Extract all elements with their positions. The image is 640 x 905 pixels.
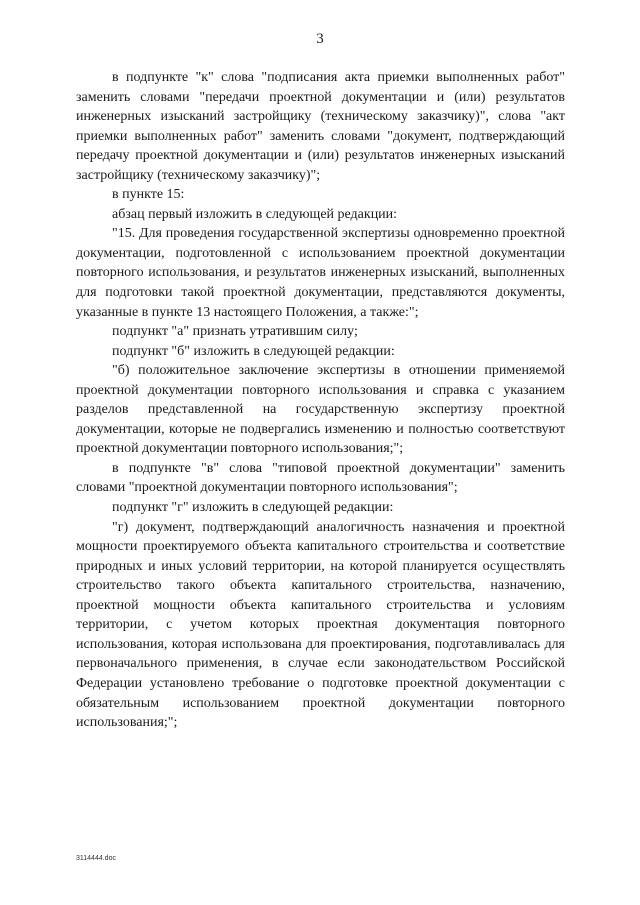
- paragraph: "б) положительное заключение экспертизы в отношении применяемой проектной документации повторного использования и справка с указанием разделов представленной на государственную экспертизу проектной документации, которые не подвергались изменению и полностью соответствуют проектной документации повторного использования;";: [76, 363, 565, 457]
- footer-file-code: 3114444.doc: [76, 855, 116, 862]
- paragraph: подпункт "б" изложить в следующей редакции:: [112, 343, 395, 359]
- paragraph: подпункт "г" изложить в следующей редакции:: [112, 500, 394, 516]
- page-number: 3: [316, 31, 324, 47]
- paragraph: в подпункте "к" слова "подписания акта приемки выполненных работ" заменить словами "передачи проектной документации и (или) результатов инженерных изысканий застройщику (техническому заказчику)", слова "акт приемки выполненных работ" заменить словами "документ, подтверждающий передачу проектной документации и (или) результатов инженерных изысканий застройщику (техническому заказчику)";: [76, 70, 565, 183]
- paragraph: подпункт "а" признать утратившим силу;: [112, 324, 358, 340]
- paragraph: абзац первый изложить в следующей редакции:: [112, 206, 398, 222]
- paragraph: в подпункте "в" слова "типовой проектной документации" заменить словами "проектной документации повторного использования";: [76, 460, 565, 496]
- paragraph: в пункте 15:: [112, 187, 185, 203]
- paragraph: "г) документ, подтверждающий аналогичность назначения и проектной мощности проектируемого объекта капитального строительства и соответствие природных и иных условий территории, на которой планируется осуществлять строительство такого объекта капитального строительства, назначению, проектной мощности объекта капитального строительства и условиям территории, с учетом которых проектная документация повторного использования, которая использована для проектирования, подготавливалась для первоначального применения, в случае если законодательством Российской Федерации установлено требование о подготовке проектной документации с обязательным использованием проектной документации повторного использования;";: [76, 519, 565, 731]
- paragraph: "15. Для проведения государственной экспертизы одновременно проектной документации, подготовленной с использованием проектной документации повторного использования, и результатов инженерных изысканий, выполненных для подготовки такой проектной документации, представляются документы, указанные в пункте 13 настоящего Положения, а также:";: [76, 226, 565, 320]
- document-body: [76, 68, 565, 733]
